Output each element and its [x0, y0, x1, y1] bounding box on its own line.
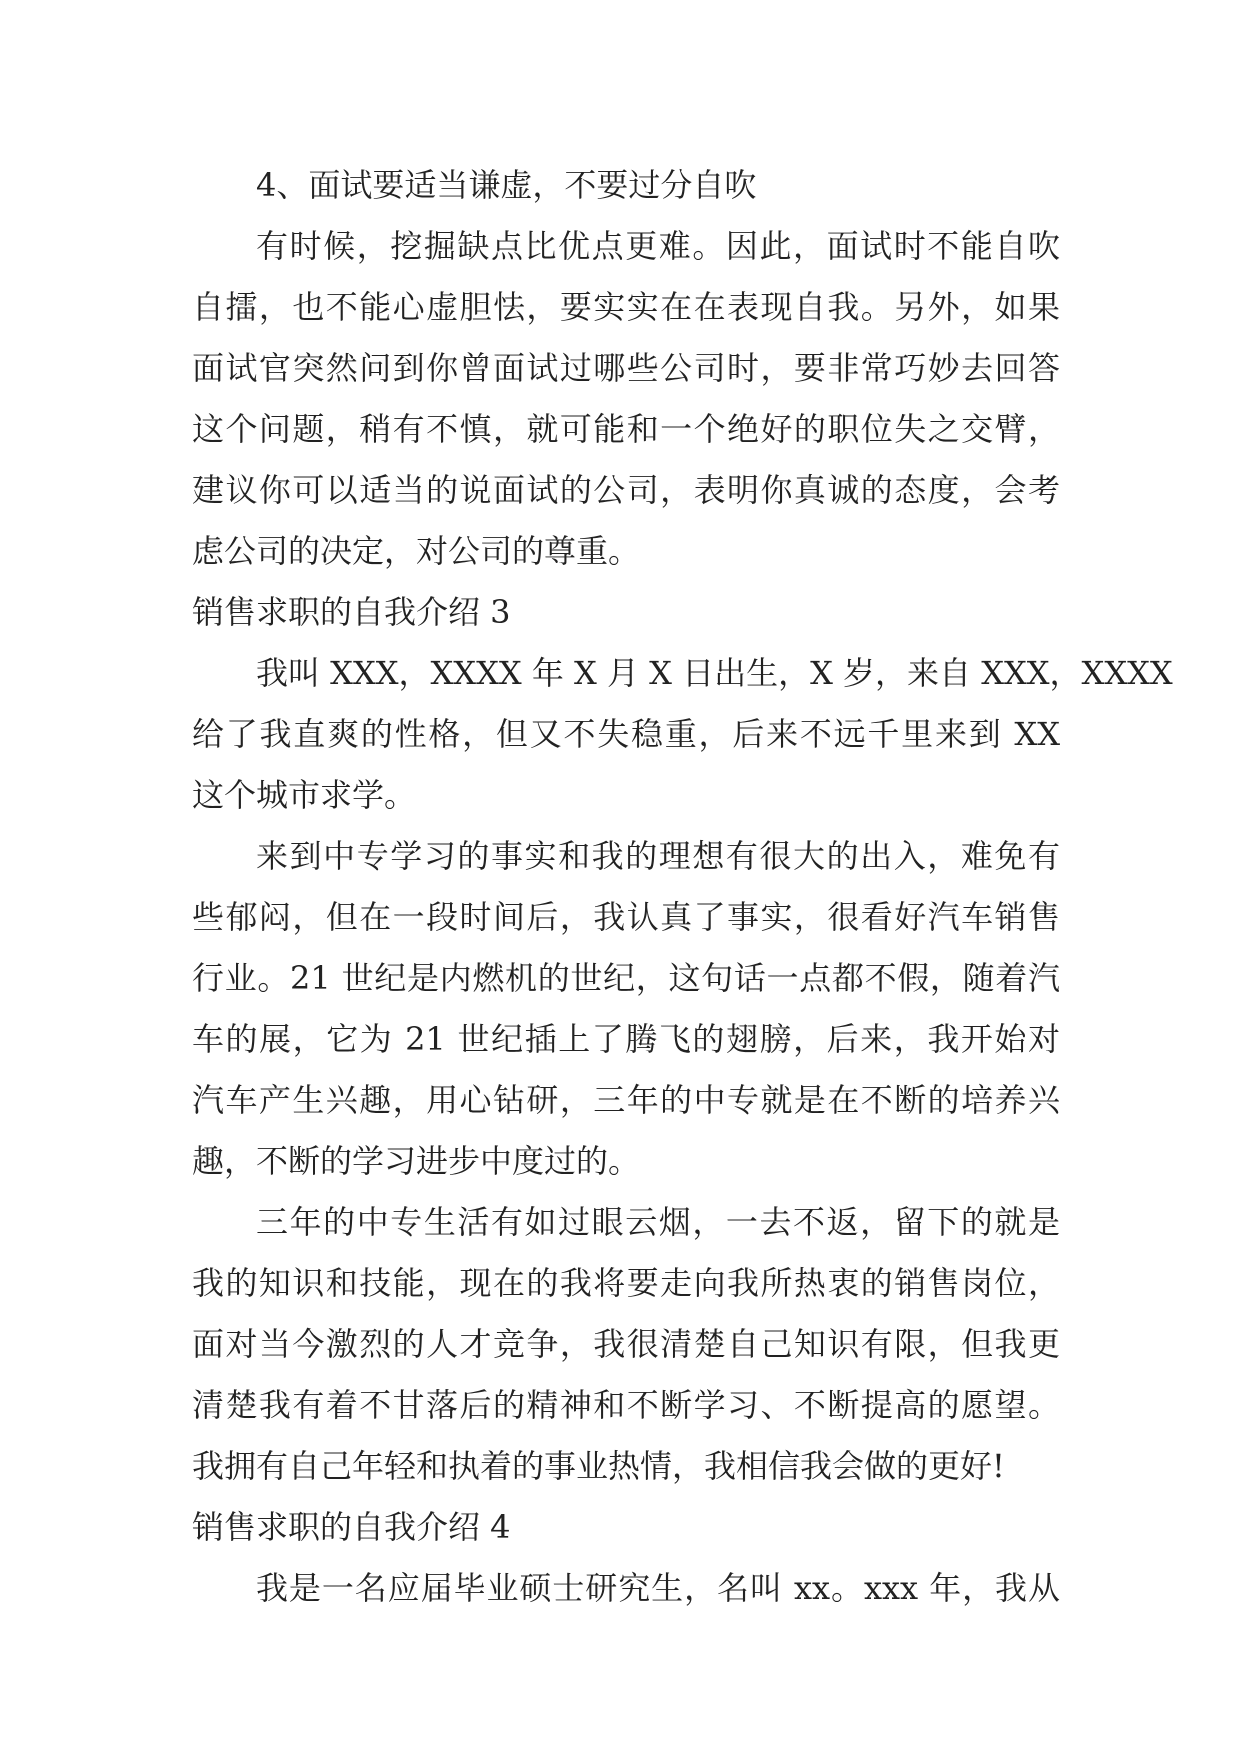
paragraph-line: 行业。21 世纪是内燃机的世纪，这句话一点都不假，随着汽	[192, 959, 1060, 997]
paragraph-line: 这个问题，稍有不慎，就可能和一个绝好的职位失之交臂，	[192, 410, 1060, 448]
paragraph-line: 面试官突然问到你曾面试过哪些公司时，要非常巧妙去回答	[192, 349, 1060, 387]
paragraph-line: 自擂，也不能心虚胆怯，要实实在在表现自我。另外，如果	[192, 288, 1060, 326]
paragraph-line: 我是一名应届毕业硕士研究生，名叫 xx。xxx 年，我从	[256, 1569, 1060, 1607]
paragraph-line: 我拥有自己年轻和执着的事业热情，我相信我会做的更好!	[192, 1447, 1005, 1485]
paragraph-line: 虑公司的决定，对公司的尊重。	[192, 532, 641, 570]
section-heading: 销售求职的自我介绍 4	[192, 1508, 511, 1546]
paragraph-line: 我叫 XXX，XXXX 年 X 月 X 日出生，X 岁，来自 XXX，XXXX	[256, 654, 1173, 692]
paragraph-line: 来到中专学习的事实和我的理想有很大的出入，难免有	[256, 837, 1060, 875]
paragraph-line: 有时候，挖掘缺点比优点更难。因此，面试时不能自吹	[256, 227, 1060, 265]
paragraph-line: 清楚我有着不甘落后的精神和不断学习、不断提高的愿望。	[192, 1386, 1060, 1424]
paragraph-line: 4、面试要适当谦虚，不要过分自吹	[256, 166, 757, 204]
document-body	[192, 155, 1173, 1619]
paragraph-line: 汽车产生兴趣，用心钻研，三年的中专就是在不断的培养兴	[192, 1081, 1060, 1119]
paragraph-line: 趣，不断的学习进步中度过的。	[192, 1142, 641, 1180]
paragraph-line: 给了我直爽的性格，但又不失稳重，后来不远千里来到 XX	[192, 715, 1060, 753]
paragraph-line: 面对当今激烈的人才竞争，我很清楚自己知识有限，但我更	[192, 1325, 1060, 1363]
paragraph-line: 我的知识和技能，现在的我将要走向我所热衷的销售岗位，	[192, 1264, 1060, 1302]
paragraph-line: 这个城市求学。	[192, 776, 417, 814]
paragraph-line: 些郁闷，但在一段时间后，我认真了事实，很看好汽车销售	[192, 898, 1060, 936]
section-heading: 销售求职的自我介绍 3	[192, 593, 511, 631]
paragraph-line: 车的展，它为 21 世纪插上了腾飞的翅膀，后来，我开始对	[192, 1020, 1060, 1058]
paragraph-line: 三年的中专生活有如过眼云烟，一去不返，留下的就是	[256, 1203, 1060, 1241]
paragraph-line: 建议你可以适当的说面试的公司，表明你真诚的态度，会考	[192, 471, 1060, 509]
